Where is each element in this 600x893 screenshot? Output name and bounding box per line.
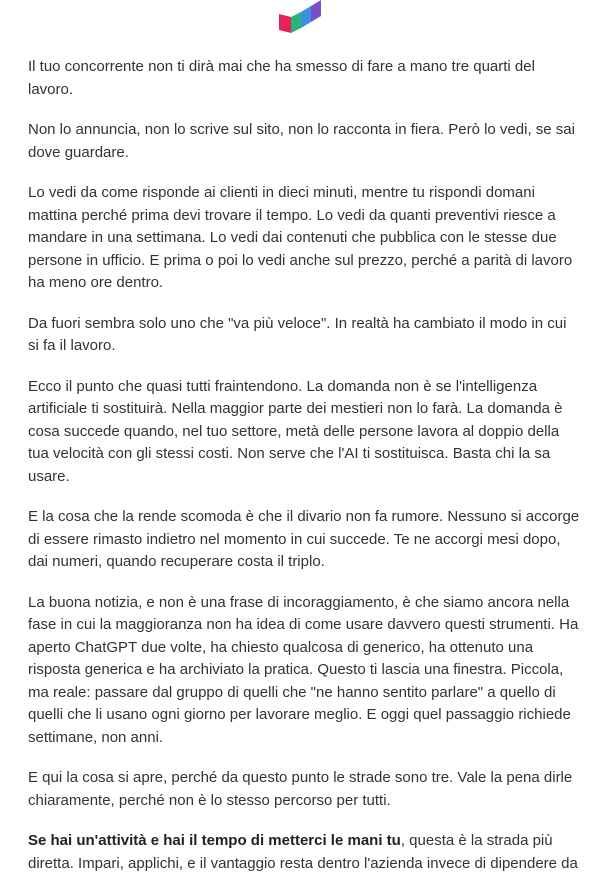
paragraph-text: E qui la cosa si apre, perché da questo punto le strade sono tre. Vale la pena dirle chiaramente, perché non è lo stesso percorso per tutti. (28, 769, 573, 809)
brand-logo-icon[interactable] (277, 0, 323, 34)
paragraph-text: , questa è la strada più diretta. Impari, applichi, e il vantaggio resta dentro l'azienda invece di dipendere da (28, 832, 578, 872)
paragraph-text: Lo vedi da come risponde ai clienti in dieci minuti, mentre tu rispondi domani mattina perché prima devi trovare il tempo. Lo vedi da quanti preventivi riesce a mandare in una settimana. Lo vedi dai contenuti che pubblica con le stesse due persone in ufficio. E prima o poi lo vedi anche sul prezzo, perché a parità di lavoro ha meno ore dentro. (28, 184, 573, 291)
paragraph-3 (28, 182, 580, 295)
paragraph-5 (28, 376, 580, 489)
paragraph-text: Il tuo concorrente non ti dirà mai che ha smesso di fare a mano tre quarti del lavoro. (28, 58, 535, 98)
paragraph-2 (28, 119, 580, 164)
paragraph-7 (28, 592, 580, 750)
paragraph-text: E la cosa che la rende scomoda è che il divario non fa rumore. Nessuno si accorge di essere rimasto indietro nel momento in cui succede. Te ne accorgi mesi dopo, dai numeri, quando recuperare costa il triplo. (28, 508, 580, 570)
article-body (28, 56, 580, 893)
paragraph-bold-lead: Se hai un'attività e hai il tempo di metterci le mani tu (28, 832, 401, 849)
paragraph-6 (28, 506, 580, 574)
paragraph-1 (28, 56, 580, 101)
paragraph-text: Non lo annuncia, non lo scrive sul sito, non lo racconta in fiera. Però lo vedi, se sai dove guardare. (28, 121, 575, 161)
header (0, 0, 600, 40)
paragraph-text: Ecco il punto che quasi tutti fraintendono. La domanda non è se l'intelligenza artificiale ti sostituirà. Nella maggior parte dei mestieri non lo farà. La domanda è cosa succede quando, nel tuo settore, metà delle persone lavora al doppio della tua velocità con gli stessi costi. Non serve che l'AI ti sostituisca. Basta chi la sa usare. (28, 377, 563, 485)
paragraph-8 (28, 767, 580, 812)
paragraph-4 (28, 313, 580, 358)
paragraph-text: Da fuori sembra solo uno che "va più veloce". In realtà ha cambiato il modo in cui si fa il lavoro. (28, 314, 567, 354)
paragraph-text: La buona notizia, e non è una frase di incoraggiamento, è che siamo ancora nella fase in cui la maggioranza non ha idea di come usare davvero questi strumenti. Ha aperto ChatGPT due volte, ha chiesto qualcosa di generico, ha ottenuto una risposta generica e ha archiviato la pratica. Questo ti lascia una finestra. Piccola, ma reale: passare dal gruppo di quelli che "ne hanno sentito parlare" a quello di quelli che li usano ogni giorno per lavorare meglio. E oggi quel passaggio richiede settimane, non anni. (28, 593, 579, 746)
paragraph-9 (28, 830, 580, 875)
